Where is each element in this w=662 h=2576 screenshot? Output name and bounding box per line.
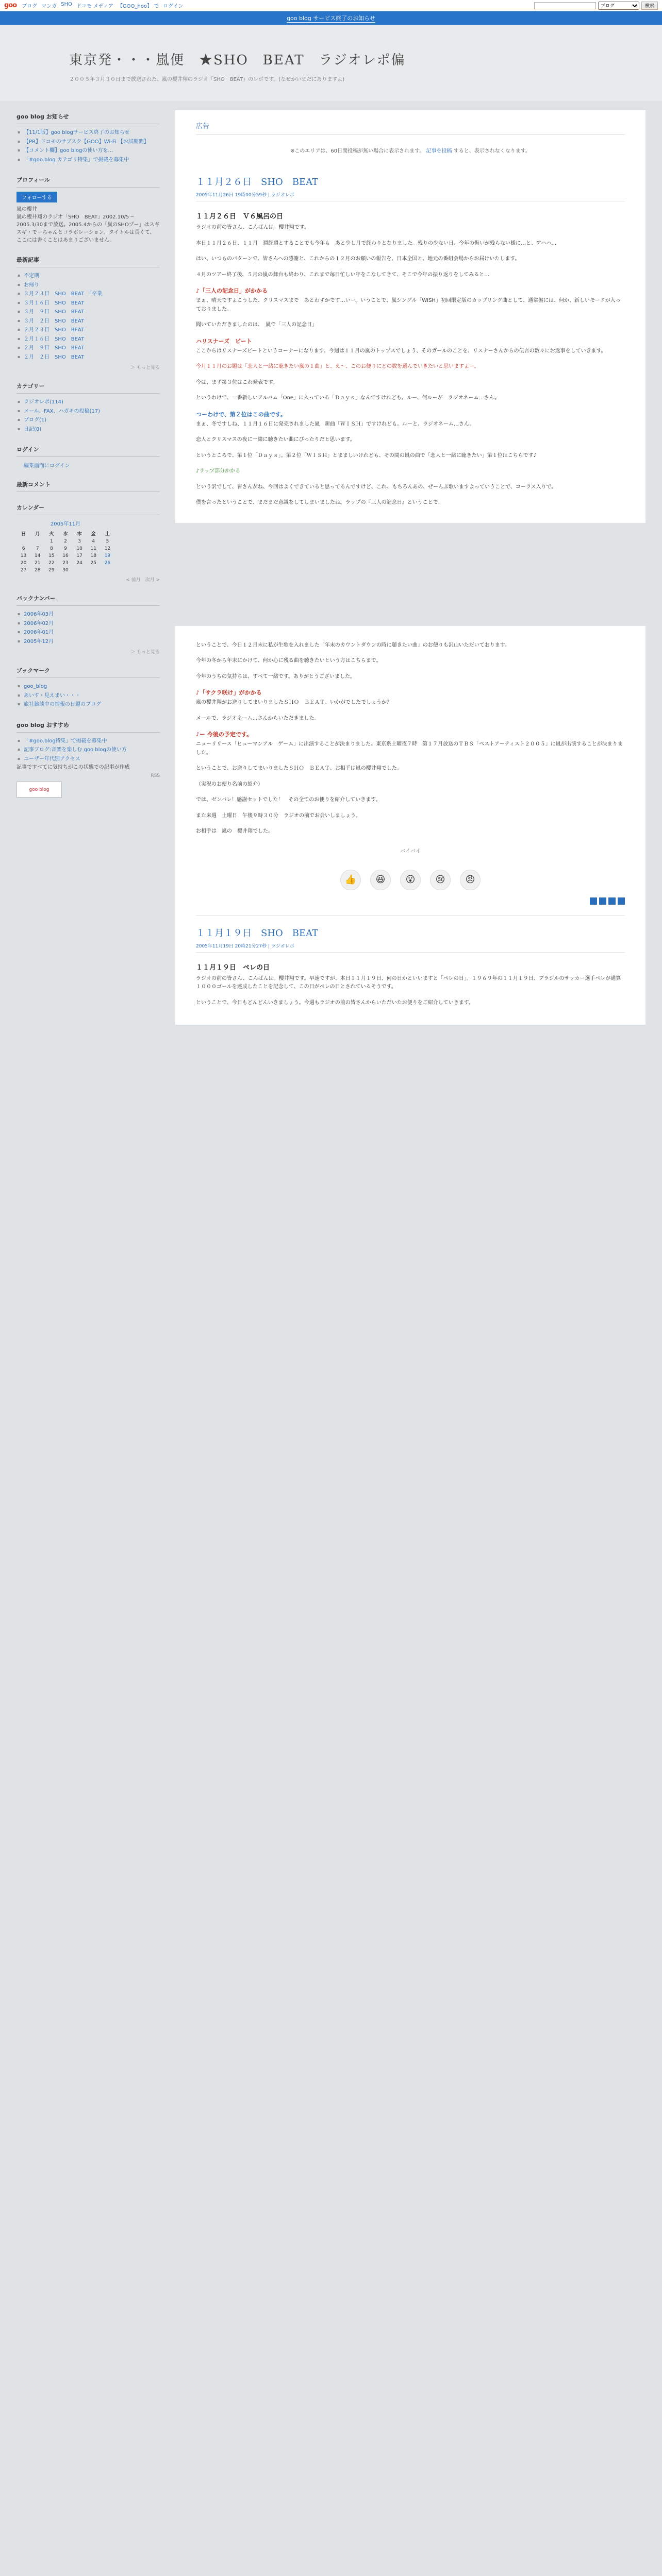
backnumber-item-link[interactable]: 2006年01月 — [24, 630, 54, 635]
widget-profile — [16, 176, 160, 244]
post-paragraph: 今年の冬から年末にかけて、何か心に残る曲を聴きたいという方はこちらまで。 — [196, 658, 382, 664]
post-paragraph: また来週 土曜日 午後９時３０分 ラジオの前でお会いしましょう。 — [196, 812, 361, 819]
post-paragraph: 本日１１月２６日、１１月 週終週とすることでも今年も あと少し月で終わりとなりました。残りの少ない日、今年の悔いが残らない様に…と、アハハ… — [196, 240, 557, 246]
goo-blog-badge[interactable]: goo blog — [16, 782, 62, 798]
reaction-row — [196, 870, 625, 890]
share-icons — [196, 897, 625, 905]
notice-item-link[interactable]: 【コメント欄】goo blogの使い方を… — [24, 148, 113, 154]
ad-notice-tail: すると、表示されなくなります。 — [453, 148, 531, 154]
reaction-laugh-icon[interactable]: 😆 — [370, 870, 391, 890]
widget-bookmark-title: ブックマーク — [16, 666, 160, 678]
blog-header — [0, 25, 662, 101]
calendar-cell: 9 — [64, 546, 67, 551]
bookmark-item-link[interactable]: goo_blog — [24, 684, 47, 689]
post-nov26-continued — [196, 641, 625, 905]
calendar-day-header: 火 — [49, 532, 54, 537]
category-item[interactable] — [16, 425, 160, 434]
calendar-day-header: 金 — [91, 532, 96, 537]
post-paragraph: 僕を言ったということで、まだまだ意識をしてしまいましたね。ラップの『三人の記念日』ということで、 — [196, 500, 443, 505]
goo-link-login[interactable]: ログイン — [163, 4, 184, 9]
post-paragraph: はい、いつものパターンで、皆さんへの感謝と、これからの１２月のお願いの報告を、日本全国と、地元の番組会場からお届けいたします。 — [196, 256, 520, 262]
service-notice-link[interactable]: goo blog サービス終了のお知らせ — [287, 14, 375, 22]
post-paragraph: メールで、ラジオネーム…さんからいただきました。 — [196, 715, 320, 721]
ad-label: 広告 — [196, 121, 625, 135]
recommend-item[interactable] — [16, 737, 160, 746]
recent-item-link[interactable]: ２月１６日 SHO BEAT — [24, 336, 85, 342]
category-item-link[interactable]: 日記(0) — [24, 426, 42, 432]
notice-item-link[interactable]: 【PR】ドコモのサブスク【GOO】Wi-Fi 【お試期間】 — [24, 139, 149, 145]
backnumber-item[interactable] — [16, 610, 160, 619]
widget-comments-title: 最新コメント — [16, 480, 160, 492]
calendar-day-header: 木 — [77, 532, 82, 537]
goo-search-select[interactable] — [598, 2, 639, 10]
widget-notice — [16, 112, 160, 164]
notice-item-link[interactable]: 「#goo.blog カテゴリ特集」で掲載を募集中 — [24, 157, 129, 163]
calendar-cell: 27 — [20, 568, 27, 573]
category-item-link[interactable]: ラジオレポ(114) — [24, 399, 63, 405]
post-heading: １１月１９日 ペレの日 — [196, 963, 270, 972]
recent-item[interactable] — [16, 317, 160, 326]
notice-item[interactable] — [16, 128, 160, 138]
follow-button[interactable]: フォローする — [16, 192, 57, 202]
recent-item-link[interactable]: お帰り — [24, 282, 39, 288]
widget-bookmark — [16, 666, 160, 709]
recommend-item-link[interactable]: ユーザー年代別アクセス — [24, 756, 80, 762]
post-paragraph: ということで、今日１２月末に私が生歌を入れました「年末のカウントダウンの時に聴きたい曲」のお便りも沢山いただいております。 — [196, 642, 510, 648]
backnumber-item-link[interactable]: 2006年02月 — [24, 620, 54, 626]
recent-item-link[interactable]: ２月 ９日 SHO BEAT — [24, 345, 85, 351]
post-paragraph: ニューリリース「ヒューマンアル ゲーム」に出演することが決まりました。東京系土曜夜７時 第１７月放送のＴＢＳ「ベストアーティスト２００５」に嵐が出演することが決まりました。 — [196, 741, 623, 756]
rss-link[interactable]: RSS — [151, 773, 160, 778]
goo-links — [22, 2, 183, 9]
calendar-cell: 8 — [49, 546, 53, 551]
post-signoff: バイバイ — [400, 848, 421, 854]
widget-backnumber — [16, 594, 160, 655]
recent-item-link[interactable]: ２月２３日 SHO BEAT — [24, 327, 85, 333]
widget-profile-title: プロフィール — [16, 176, 160, 188]
main-column — [165, 101, 662, 1025]
calendar-cell: 24 — [76, 561, 82, 566]
calendar-cell: 5 — [106, 539, 109, 544]
recent-item-link[interactable]: 不定期 — [24, 273, 39, 279]
widget-backnumber-title: バックナンバー — [16, 594, 160, 606]
widget-category-title: カテゴリー — [16, 382, 160, 394]
bookmark-item[interactable] — [16, 700, 160, 709]
goo-link-sho[interactable]: SHO — [61, 2, 72, 7]
widget-category — [16, 382, 160, 434]
recent-item[interactable] — [16, 299, 160, 308]
post-paragraph: ラジオの前の皆さん、こんばんは。櫻井翔です。 — [196, 225, 309, 230]
widget-blog-recommend — [16, 721, 160, 798]
recent-item[interactable] — [16, 335, 160, 344]
calendar-day-header: 水 — [63, 532, 68, 537]
calendar-cell-link[interactable]: 26 — [104, 561, 111, 566]
post-paragraph: ４月のツアー終了後、５月の嵐の舞台も終わり、これまで毎日忙しい年をこなしてきて、そこで今年の振り返りをしてみると… — [196, 272, 490, 278]
section-heading: ♪ー 今後の予定です。 — [196, 731, 252, 738]
calendar-day-header: 日 — [21, 532, 26, 537]
recommend-item-link[interactable]: 記事ブログ:音楽を楽しむ goo blogの使い方 — [24, 747, 127, 753]
post-paragraph: 今年のうちの気持ちは、すべて一緒です。ありがとうございました。 — [196, 673, 355, 680]
ad-gap — [175, 523, 646, 626]
widget-login-title: ログイン — [16, 445, 160, 457]
post-paragraph: ということで、お送りしてまいりましたＳＨＯ ＢＥＡＴ、お相手は嵐の櫻井翔でした。 — [196, 766, 402, 771]
post-paragraph: （実況のお便り名前の紹介） — [196, 781, 263, 787]
widget-calendar — [16, 503, 160, 583]
calendar-day-header: 月 — [35, 532, 40, 537]
recent-item-link[interactable]: ２月 ２日 SHO BEAT — [24, 354, 85, 360]
post-nov19 — [196, 926, 625, 1008]
login-link[interactable]: 編集画面にログイン — [24, 463, 70, 469]
calendar-cell: 21 — [34, 561, 41, 566]
goo-link-manga[interactable]: マンガ — [41, 4, 57, 9]
ad-notice-post-link[interactable]: 記事を投稿 — [426, 148, 452, 154]
bookmark-item-link[interactable]: 旅社雑談中の情報の日題のブログ — [24, 702, 101, 707]
calendar-cell — [87, 567, 101, 574]
recommend-item-link[interactable]: 「#goo.blog特集」で掲載を募集中 — [24, 738, 107, 744]
post-paragraph: というところで、第１位「Ｄａｙｓ」。第２位「ＷＩＳＨ」とまましいけれども、その間の嵐の曲で「恋人と一緒に聴きたい」第１位はこちらです♪ — [196, 452, 537, 459]
ad-notice-text: ※このエリアは、60日間投稿が無い場合に表示されます。 — [290, 148, 425, 154]
bookmark-item-link[interactable]: あいす・見えまい・・・ — [24, 692, 80, 699]
calendar-cell: 29 — [48, 568, 55, 573]
ad-notice — [196, 146, 625, 154]
category-item-link[interactable]: ブログ(1) — [24, 417, 47, 423]
category-item-link[interactable]: メール、FAX、ハガキの投稿(17) — [24, 408, 101, 414]
post-paragraph-song: ♪ラップ部分かかる — [196, 468, 241, 474]
post-paragraph: 聞いていただきましたのは、 嵐で「三人の記念日」 — [196, 322, 317, 328]
calendar-cell: 7 — [36, 546, 39, 551]
recent-item[interactable] — [16, 326, 160, 335]
recent-item-link[interactable]: ３月 ２日 SHO BEAT — [24, 318, 85, 324]
recommend-item[interactable] — [16, 745, 160, 755]
calendar-day-header: 土 — [105, 532, 110, 537]
category-item[interactable] — [16, 416, 160, 425]
calendar-cell-link[interactable]: 19 — [104, 553, 111, 558]
recent-more-link[interactable]: ＞ もっと見る — [130, 365, 160, 370]
calendar-cell: 28 — [34, 568, 41, 573]
reaction-angry-icon[interactable]: 😠 — [460, 870, 481, 890]
blog-title[interactable]: 東京発・・・嵐便 ★SHO BEAT ラジオレポ偏 — [69, 53, 406, 68]
post-paragraph-highlight: 今月１１月のお題は「恋人と一緒に聴きたい嵐の１曲」と、え〜、このお便りにどの数を選んでいきたいと思いますよー。 — [196, 364, 479, 369]
calendar-cell: 4 — [92, 539, 95, 544]
reaction-like-icon[interactable]: 👍 — [340, 870, 361, 890]
post-divider — [196, 915, 625, 916]
recent-item[interactable] — [16, 308, 160, 317]
calendar-cell: 10 — [76, 546, 82, 551]
post-nov26 — [196, 175, 625, 507]
recent-item-link[interactable]: ３月 ９日 SHO BEAT — [24, 309, 85, 315]
calendar-table — [16, 519, 114, 574]
post-paragraph: 恋人とクリスマスの夜に一緒に聴きたい曲にぴったりだと思います。 — [196, 437, 355, 443]
blog-subtitle: ２００５年３月３０日まで放送された、嵐の櫻井翔のラジオ「SHO BEAT」のレポです。(なぜかいまだにありますよ) — [69, 77, 345, 82]
goo-search-input[interactable] — [534, 2, 596, 9]
category-item[interactable] — [16, 407, 160, 416]
post-paragraph: 嵐の櫻井翔がお送りしてまいりましたＳＨＯ ＢＥＡＴ、いかがでしたでしょうか？ — [196, 700, 392, 705]
calendar-cell: 18 — [90, 553, 96, 558]
notice-item-link[interactable]: 【11/1版】goo blogサービス終了のお知らせ — [24, 130, 130, 135]
share-x-icon[interactable] — [590, 897, 597, 905]
bookmark-item[interactable] — [16, 682, 160, 691]
calendar-cell: 22 — [48, 561, 55, 566]
calendar-cell — [101, 567, 114, 574]
post-title[interactable]: １１月１９日 SHO BEAT — [196, 927, 319, 939]
goo-logo[interactable]: goo — [4, 2, 17, 9]
goo-link-blog[interactable]: ブログ — [22, 4, 38, 9]
calendar-cell — [73, 567, 87, 574]
widget-blog-recommend-title: goo blog おすすめ — [16, 721, 160, 733]
calendar-cell: 20 — [20, 561, 27, 566]
profile-text: 嵐の櫻井翔のラジオ「SHO BEAT」2002.10/5〜2005.3/30まで放送。2005.4からの「嵐のSHOプー」はスギスギ・でーちゃんとコラボレーション。タイトルは長くて、ここには書くことはあまりございません。 — [16, 214, 160, 243]
post-paragraph: ここからはリスナーズビートというコーナーになります。今週は１１月の嵐のトップスでしょう、そのガールのことを、リスナーさんからの伝言の数々にお返事をしていきます。 — [196, 348, 606, 354]
recent-item-link[interactable]: ３月１６日 SHO BEAT — [24, 300, 85, 306]
calendar-cell: 25 — [90, 561, 96, 566]
calendar-cell: 11 — [90, 546, 96, 551]
recommend-note: 記事ですべてに気持ちがこの状態での記事が作成 — [16, 765, 130, 770]
calendar-cell: 15 — [48, 553, 55, 558]
post-paragraph: ということで、今日もどんどんいきましょう。今週もラジオの前の皆さんからいただいたお便りをご紹介していきます。 — [196, 999, 474, 1006]
calendar-cell: 1 — [49, 539, 53, 544]
category-item[interactable] — [16, 398, 160, 407]
recent-item-link[interactable]: ３月２３日 SHO BEAT 「卒業 — [24, 291, 103, 297]
calendar-cell: 16 — [62, 553, 69, 558]
calendar-month: 2005年11月 — [50, 521, 81, 527]
notice-item[interactable] — [16, 146, 160, 156]
post-paragraph: まぁ、晴天ですよこうした、クリスマスまで あとわずかです…いー。いうことで、嵐シングル「WISH」初回限定版のカップリング曲として、通常盤には、何か、新しいモードが入っておりました。 — [196, 298, 621, 312]
calendar-cell — [16, 538, 30, 545]
share-facebook-icon[interactable] — [599, 897, 606, 905]
calendar-cell: 13 — [20, 553, 27, 558]
reaction-sad-icon[interactable]: 😢 — [430, 870, 451, 890]
widget-recent-title: 最新記事 — [16, 256, 160, 267]
calendar-cell: 14 — [34, 553, 41, 558]
post-meta[interactable]: 2005年11月26日 19時00分59秒 | ラジオレポ — [196, 191, 625, 201]
section-heading: つーわけで、第２位はこの曲です。 — [196, 411, 286, 418]
calendar-cell: 6 — [22, 546, 25, 551]
widget-comments — [16, 480, 160, 492]
profile-name: 嵐の櫻井 — [16, 207, 37, 212]
share-hatena-icon[interactable] — [618, 897, 625, 905]
post-paragraph: ラジオの前の皆さん、こんばんは。櫻井翔です。早速ですが、本日１１月１９日、何の日かといいますと「ペレの日」。１９６９年の１１月１９日、ブラジルのサッカー選手ペレが通算１０００ゴールを達成したことを記念して、この日がペレの日とされているそうです。 — [196, 975, 621, 990]
calendar-nav[interactable]: < 前月 次月 > — [126, 578, 160, 583]
sidebar — [0, 101, 165, 798]
backnumber-item-link[interactable]: 2005年12月 — [24, 638, 54, 645]
goo-top-bar — [0, 0, 662, 11]
calendar-cell: 23 — [62, 561, 69, 566]
song-label: ♪「サクラ咲け」がかかる — [196, 689, 262, 696]
calendar-cell: 3 — [78, 539, 81, 544]
recent-item[interactable] — [16, 272, 160, 281]
backnumber-item-link[interactable]: 2006年03月 — [24, 612, 54, 617]
backnumber-item[interactable] — [16, 628, 160, 637]
calendar-cell: 30 — [62, 568, 69, 573]
calendar-cell: 17 — [76, 553, 82, 558]
recent-item[interactable] — [16, 353, 160, 362]
reaction-wow-icon[interactable]: 😮 — [400, 870, 421, 890]
recent-item[interactable] — [16, 281, 160, 290]
bookmark-item[interactable] — [16, 691, 160, 701]
goo-link-goo-hoo[interactable]: 【GOO_hoo】 で — [117, 4, 159, 9]
notice-item[interactable] — [16, 138, 160, 147]
post-meta[interactable]: 2005年11月19日 20時21分27秒 | ラジオレポ — [196, 942, 625, 953]
notice-item[interactable] — [16, 156, 160, 165]
calendar-cell — [30, 538, 44, 545]
post-heading: １１月２６日 Ｖ６風呂の日 — [196, 213, 284, 221]
post-paragraph: お相手は 嵐の 櫻井翔でした。 — [196, 828, 273, 834]
section-heading: ハリスナーズ ビート — [196, 337, 252, 345]
goo-link-docomo[interactable]: ドコモ メディア — [76, 4, 113, 9]
widget-recent — [16, 256, 160, 370]
service-notice-strip — [0, 11, 662, 25]
backnumber-item[interactable] — [16, 637, 160, 647]
post-paragraph: という訳でして、皆さんがね、今回はよくできていると思ってるんですけど、これ、もちろんあの、ぜーんぶ歌いますよっていうことで、コーラス入りで。 — [196, 484, 557, 490]
post-paragraph: では、ゼンバレ！感謝セットでした！ その全てのお便りを紹介していきます。 — [196, 797, 381, 803]
post-paragraph: というわけで、一番新しいアルバム「One」に入っている「Ｄａｙｓ」なんですけれども。ルー、何ルーが ラジオネーム…さん。 — [196, 395, 500, 401]
calendar-cell: 2 — [64, 539, 67, 544]
recent-item[interactable] — [16, 344, 160, 353]
recommend-item[interactable] — [16, 755, 160, 764]
backnumber-item[interactable] — [16, 619, 160, 629]
song-label: ♪「三人の記念日」がかかる — [196, 287, 268, 294]
calendar-cell: 12 — [104, 546, 111, 551]
post-paragraph: まぁ、冬ですしね、１１月１６日に発売されました嵐 新曲「ＷＩＳＨ」ですけれども。ルーと、ラジオネーム…さん。 — [196, 421, 475, 427]
share-line-icon[interactable] — [608, 897, 616, 905]
post-paragraph: 今は、まず第３位はこれ発表です。 — [196, 379, 278, 385]
main-content — [175, 110, 646, 1025]
goo-search-button[interactable]: 検索 — [641, 2, 658, 10]
recent-item[interactable] — [16, 290, 160, 299]
widget-notice-title: goo blog お知らせ — [16, 112, 160, 124]
goo-search — [534, 2, 658, 10]
backnumber-more-link[interactable]: ＞ もっと見る — [130, 650, 160, 655]
widget-calendar-title: カレンダー — [16, 503, 160, 515]
post-title[interactable]: １１月２６日 SHO BEAT — [196, 177, 319, 188]
widget-login — [16, 445, 160, 469]
